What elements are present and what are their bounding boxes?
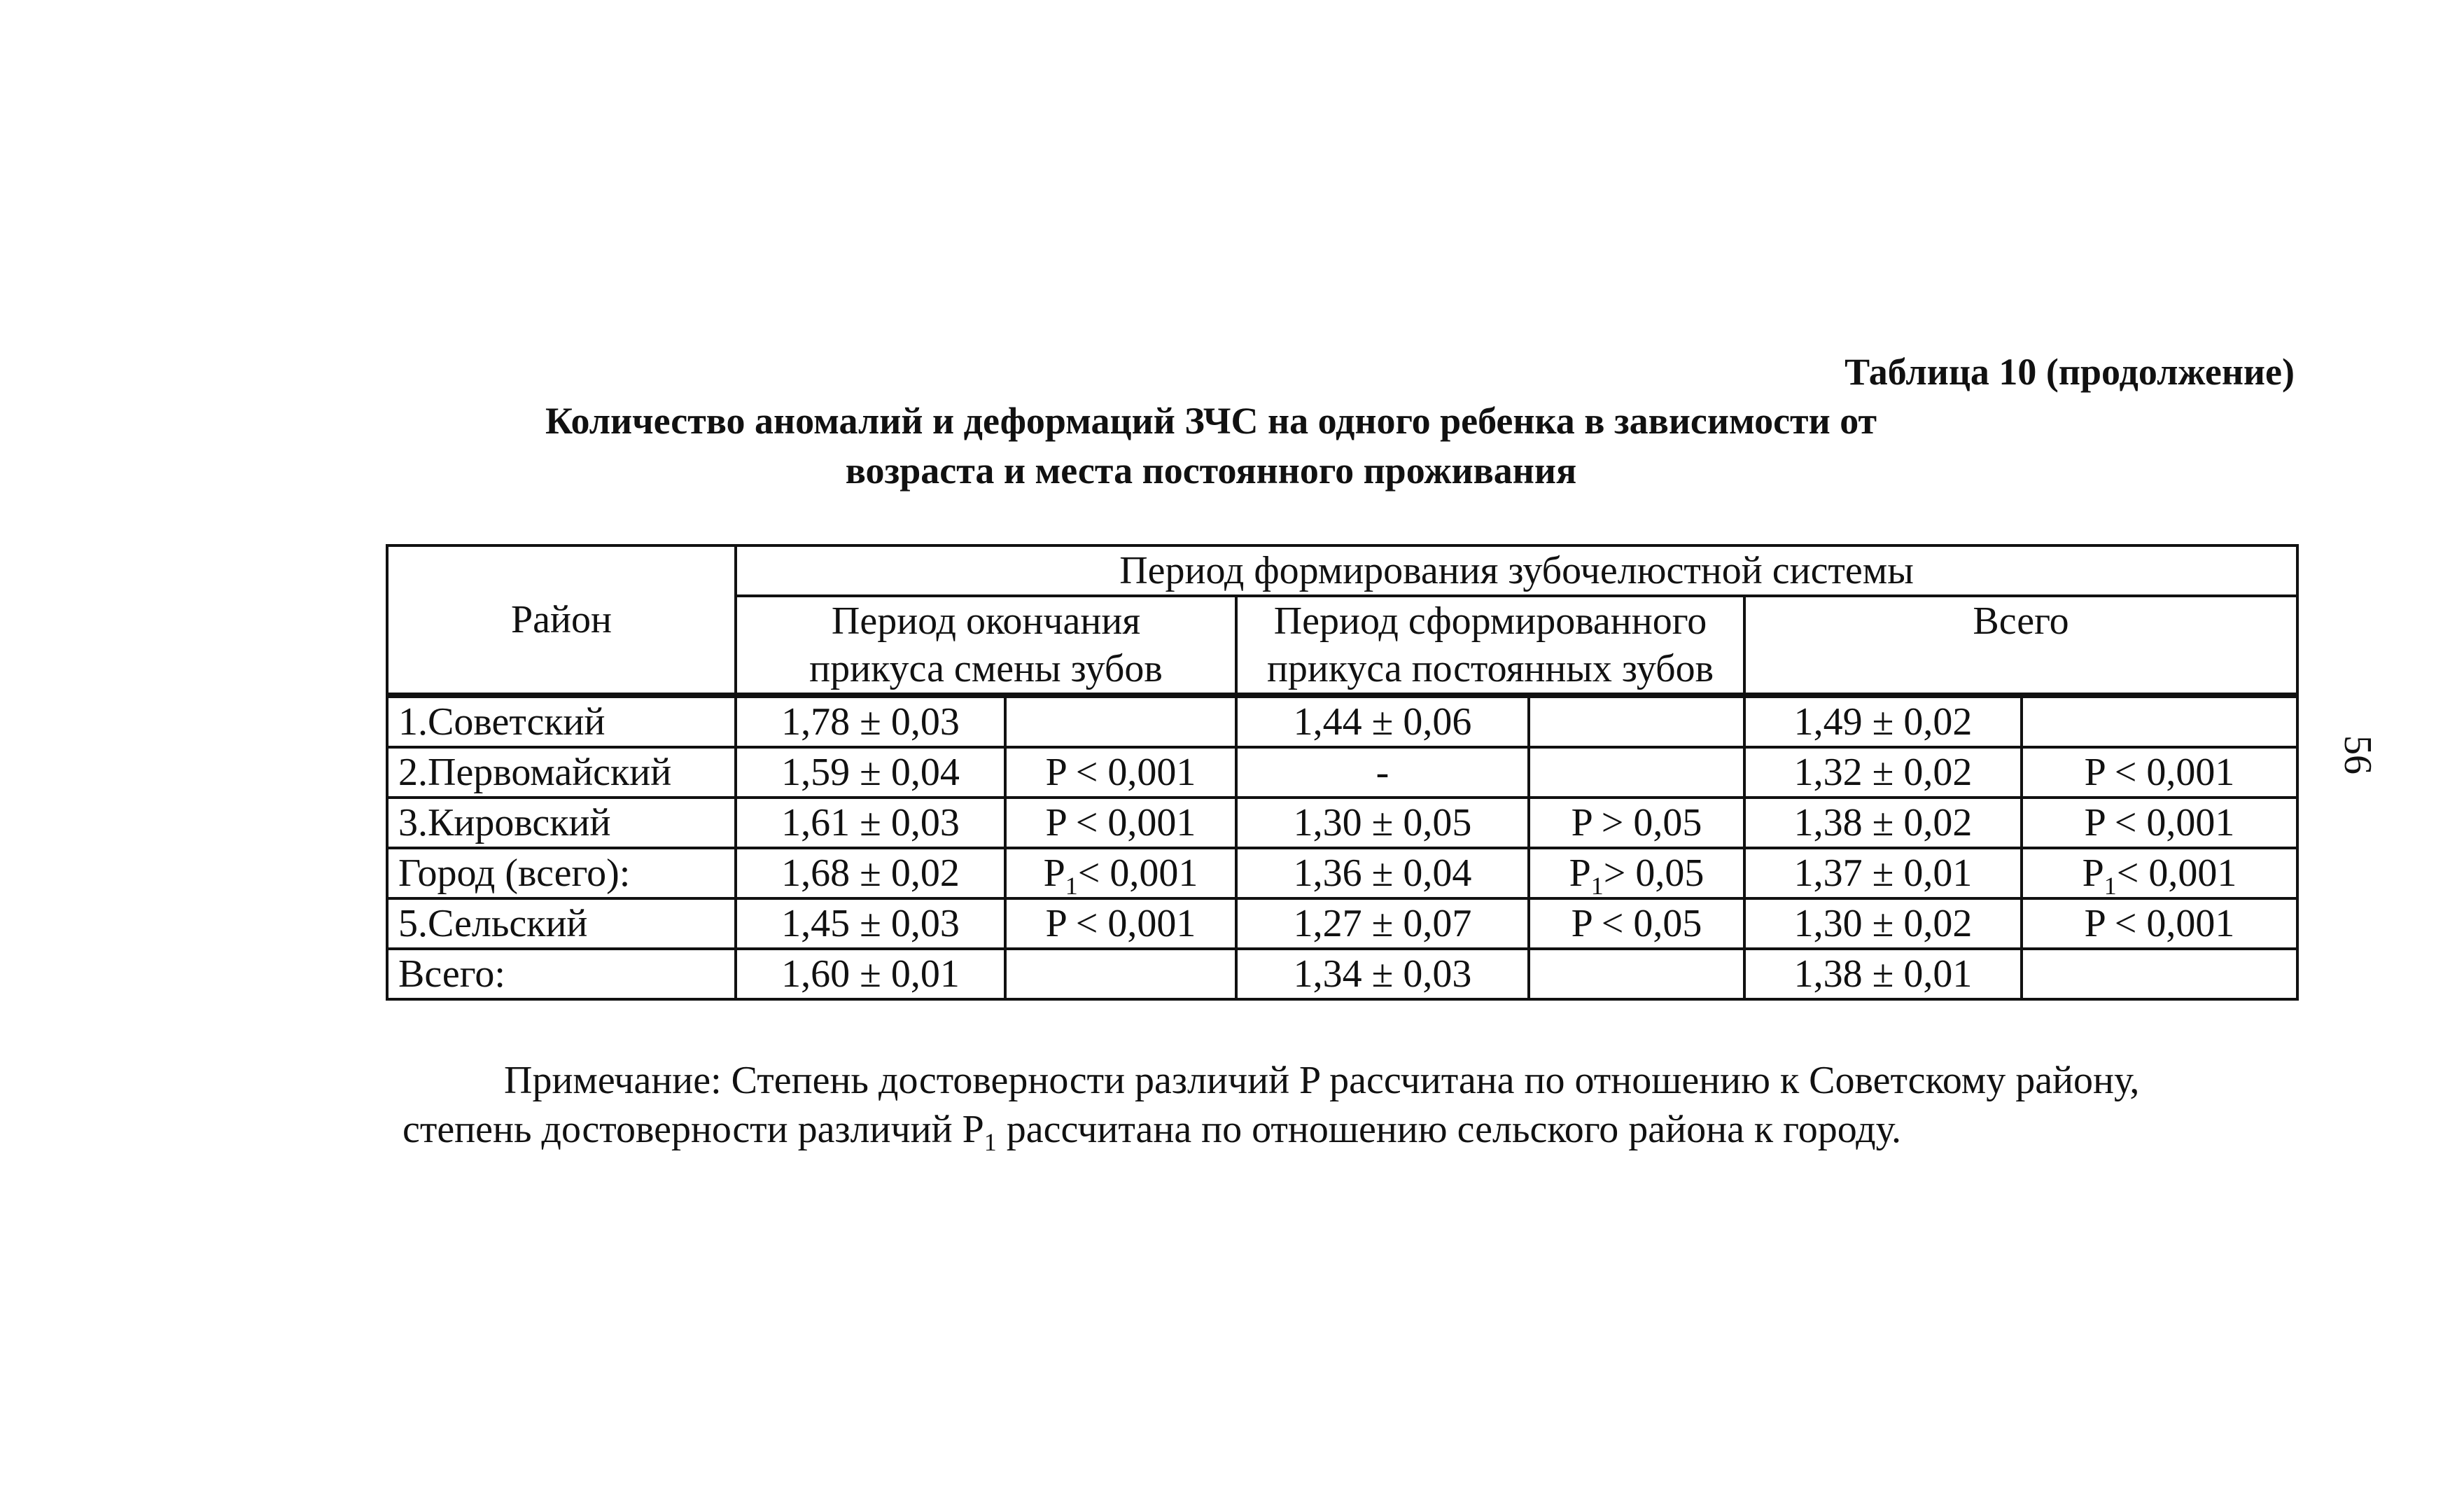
note-line-2	[402, 1105, 2296, 1157]
p-value-subscript: 1	[2104, 872, 2117, 898]
header-district: Район	[387, 545, 736, 695]
p-value-tail: < 0,001	[1077, 851, 1198, 895]
p-value-subscript: 1	[1590, 872, 1604, 898]
p-value-cell	[1005, 798, 1236, 848]
note-subscript: 1	[983, 1128, 997, 1157]
note-line-1: Примечание: Степень достоверности различий P рассчитана по отношению к Советскому району,	[504, 1059, 2140, 1102]
table-row	[387, 695, 2297, 747]
table-row	[387, 848, 2297, 898]
p-value-text: P	[2082, 851, 2104, 895]
p-value-cell	[2022, 898, 2297, 949]
p-value-cell	[1529, 798, 1744, 848]
p-value-tail: > 0,05	[1603, 851, 1704, 895]
p-value-text: P	[1043, 851, 1065, 895]
p-value-cell	[1529, 949, 1744, 999]
p-value-text: P < 0,001	[2084, 751, 2235, 794]
header-row-top	[387, 545, 2297, 596]
p-value-cell	[1529, 848, 1744, 898]
p-value-cell	[2022, 848, 2297, 898]
value-cell: 1,32 ± 0,02	[1744, 747, 2022, 798]
p-value-cell	[1529, 898, 1744, 949]
value-cell: 1,37 ± 0,01	[1744, 848, 2022, 898]
district-cell: Всего:	[387, 949, 736, 999]
district-cell: 1.Советский	[387, 695, 736, 747]
value-cell: 1,34 ± 0,03	[1236, 949, 1529, 999]
value-cell: 1,38 ± 0,02	[1744, 798, 2022, 848]
header-total: Всего	[1744, 596, 2297, 695]
value-cell: 1,27 ± 0,07	[1236, 898, 1529, 949]
header-period-end-line-1: Период окончания	[831, 599, 1141, 643]
p-value-text: P	[1569, 851, 1591, 895]
page-number: 56	[2336, 735, 2379, 774]
table-row	[387, 798, 2297, 848]
p-value-subscript: 1	[1065, 872, 1078, 898]
table-title	[420, 396, 2002, 496]
header-period-formed-line-1: Период сформированного	[1273, 599, 1707, 643]
data-table	[386, 544, 2299, 1001]
value-cell: 1,49 ± 0,02	[1744, 695, 2022, 747]
value-cell: 1,36 ± 0,04	[1236, 848, 1529, 898]
p-value-cell	[2022, 798, 2297, 848]
p-value-cell	[2022, 695, 2297, 747]
p-value-tail: < 0,001	[2116, 851, 2237, 895]
table-row	[387, 949, 2297, 999]
value-cell: 1,61 ± 0,03	[736, 798, 1005, 848]
table-body	[387, 695, 2297, 999]
header-period-end	[736, 596, 1236, 695]
p-value-text: P < 0,001	[1045, 902, 1196, 945]
district-cell: 5.Сельский	[387, 898, 736, 949]
header-period-formed	[1236, 596, 1744, 695]
value-cell: 1,78 ± 0,03	[736, 695, 1005, 747]
header-period-group: Период формирования зубочелюстной системы	[736, 545, 2297, 596]
value-cell: 1,30 ± 0,05	[1236, 798, 1529, 848]
table-row	[387, 898, 2297, 949]
p-value-cell	[1005, 695, 1236, 747]
district-cell: Город (всего):	[387, 848, 736, 898]
p-value-cell	[1005, 898, 1236, 949]
value-cell: 1,68 ± 0,02	[736, 848, 1005, 898]
value-cell: 1,30 ± 0,02	[1744, 898, 2022, 949]
p-value-cell	[1529, 747, 1744, 798]
p-value-cell	[1529, 695, 1744, 747]
p-value-text: P > 0,05	[1571, 801, 1702, 844]
table-caption: Таблица 10 (продолжение)	[1844, 351, 2295, 393]
value-cell: 1,59 ± 0,04	[736, 747, 1005, 798]
value-cell: 1,60 ± 0,01	[736, 949, 1005, 999]
p-value-text: P < 0,001	[1045, 751, 1196, 794]
p-value-text: P < 0,001	[1045, 801, 1196, 844]
note-line-2-end: рассчитана по отношению сельского района к городу.	[996, 1108, 1901, 1151]
district-cell: 3.Кировский	[387, 798, 736, 848]
header-period-formed-line-2: прикуса постоянных зубов	[1266, 647, 1714, 690]
p-value-text: P < 0,05	[1571, 902, 1702, 945]
value-cell: 1,44 ± 0,06	[1236, 695, 1529, 747]
table-note	[402, 1056, 2296, 1157]
value-cell: 1,45 ± 0,03	[736, 898, 1005, 949]
note-line-2-start: степень достоверности различий P	[402, 1108, 984, 1151]
value-cell: -	[1236, 747, 1529, 798]
district-cell: 2.Первомайский	[387, 747, 736, 798]
p-value-text: P < 0,001	[2084, 801, 2235, 844]
p-value-text: P < 0,001	[2084, 902, 2235, 945]
header-period-end-line-2: прикуса смены зубов	[809, 647, 1163, 690]
p-value-cell	[2022, 949, 2297, 999]
table-row	[387, 747, 2297, 798]
p-value-cell	[1005, 747, 1236, 798]
p-value-cell	[2022, 747, 2297, 798]
table-title-line-1: Количество аномалий и деформаций ЗЧС на одного ребенка в зависимости от	[545, 400, 1877, 442]
p-value-cell	[1005, 949, 1236, 999]
table-title-line-2: возраста и места постоянного проживания	[845, 450, 1577, 492]
p-value-cell	[1005, 848, 1236, 898]
value-cell: 1,38 ± 0,01	[1744, 949, 2022, 999]
